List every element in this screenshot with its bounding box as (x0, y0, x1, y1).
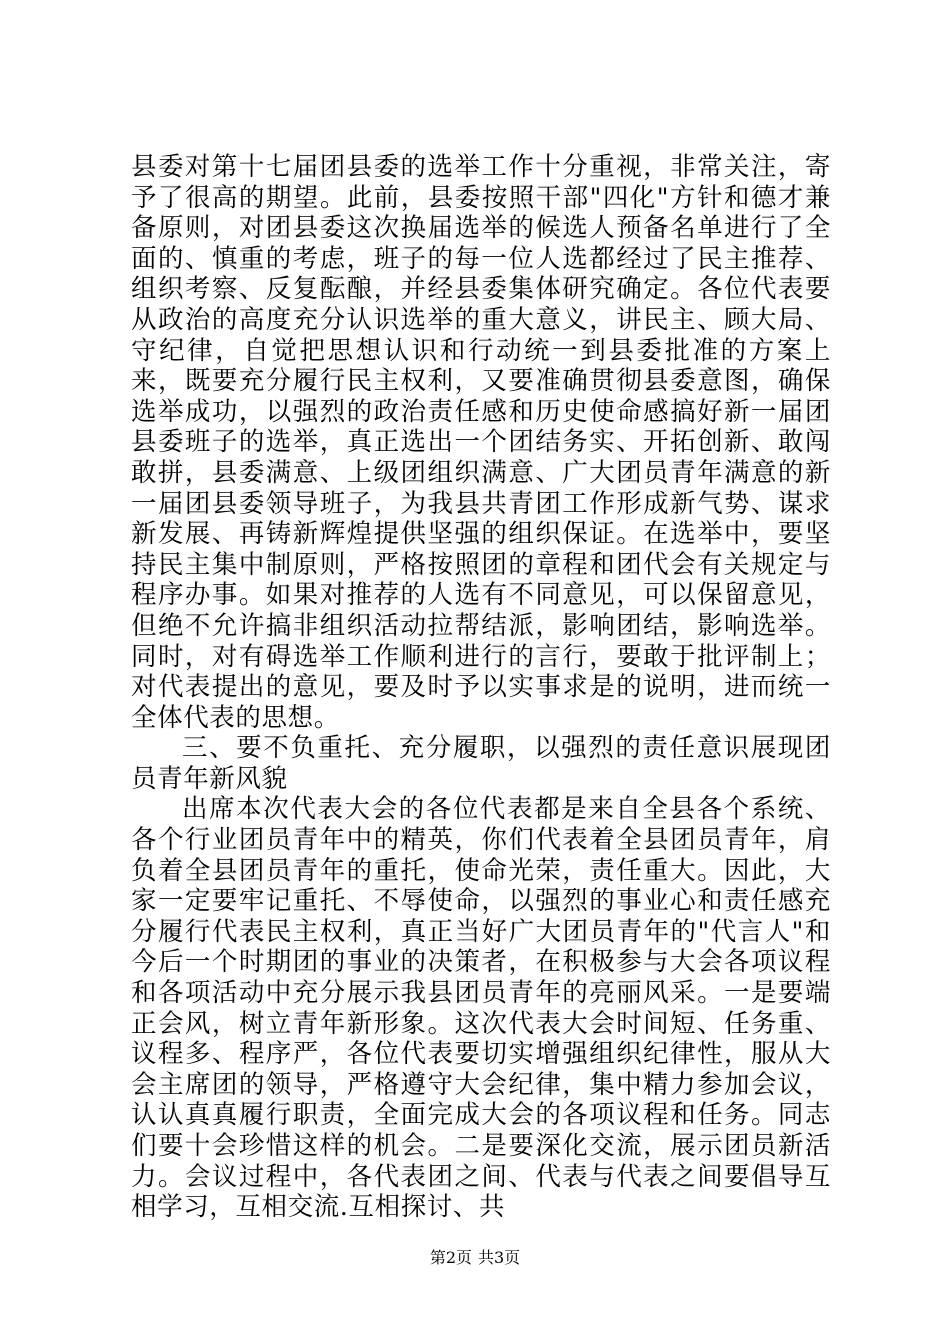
document-body (131, 152, 831, 1223)
paragraph-representatives: 出席本次代表大会的各位代表都是来自全县各个系统、各个行业团员青年中的精英，你们代表着全县团员青年，肩负着全县团员青年的重托，使命光荣，责任重大。因此，大家一定要牢记重托、不辱使命，以强烈的事业心和责任感充分履行代表民主权利，真正当好广大团员青年的"代言人"和今后一个时期团的事业的决策者，在积极参与大会各项议程和各项活动中充分展示我县团员青年的亮丽风采。一是要端正会风，树立青年新形象。这次代表大会时间短、任务重、议程多、程序严，各位代表要切实增强组织纪律性，服从大会主席团的领导，严格遵守大会纪律，集中精力参加会议，认认真真履行职责，全面完成大会的各项议程和任务。同志们要十会珍惜这样的机会。二是要深化交流，展示团员新活力。会议过程中，各代表团之间、代表与代表之间要倡导互相学习，互相交流.互相探讨、共 (131, 794, 831, 1223)
page-footer (0, 1248, 950, 1268)
page-number: 第2页 (429, 1248, 472, 1267)
paragraph-election: 县委对第十七届团县委的选举工作十分重视，非常关注，寄予了很高的期望。此前，县委按照干部"四化"方针和德才兼备原则，对团县委这次换届选举的候选人预备名单进行了全面的、慎重的考虑，班子的每一位人选都经过了民主推荐、组织考察、反复酝酿，并经县委集体研究确定。各位代表要从政治的高度充分认识选举的重大意义，讲民主、顾大局、守纪律，自觉把思想认识和行动统一到县委批准的方案上来，既要充分履行民主权利，又要准确贯彻县委意图，确保选举成功，以强烈的政治责任感和历史使命感搞好新一届团县委班子的选举，真正选出一个团结务实、开拓创新、敢闯敢拼，县委满意、上级团组织满意、广大团员青年满意的新一届团县委领导班子，为我县共青团工作形成新气势、谋求新发展、再铸新辉煌提供坚强的组织保证。在选举中，要坚持民主集中制原则，严格按照团的章程和团代会有关规定与程序办事。如果对推荐的人选有不同意见，可以保留意见，但绝不允许搞非组织活动拉帮结派，影响团结，影响选举。同时，对有碍选举工作顺利进行的言行，要敢于批评制上；对代表提出的意见，要及时予以实事求是的说明，进而统一全体代表的思想。 (131, 152, 831, 733)
page-total: 共3页 (478, 1248, 521, 1267)
section-heading: 三、要不负重托、充分履职，以强烈的责任意识展现团员青年新风貌 (131, 733, 831, 794)
